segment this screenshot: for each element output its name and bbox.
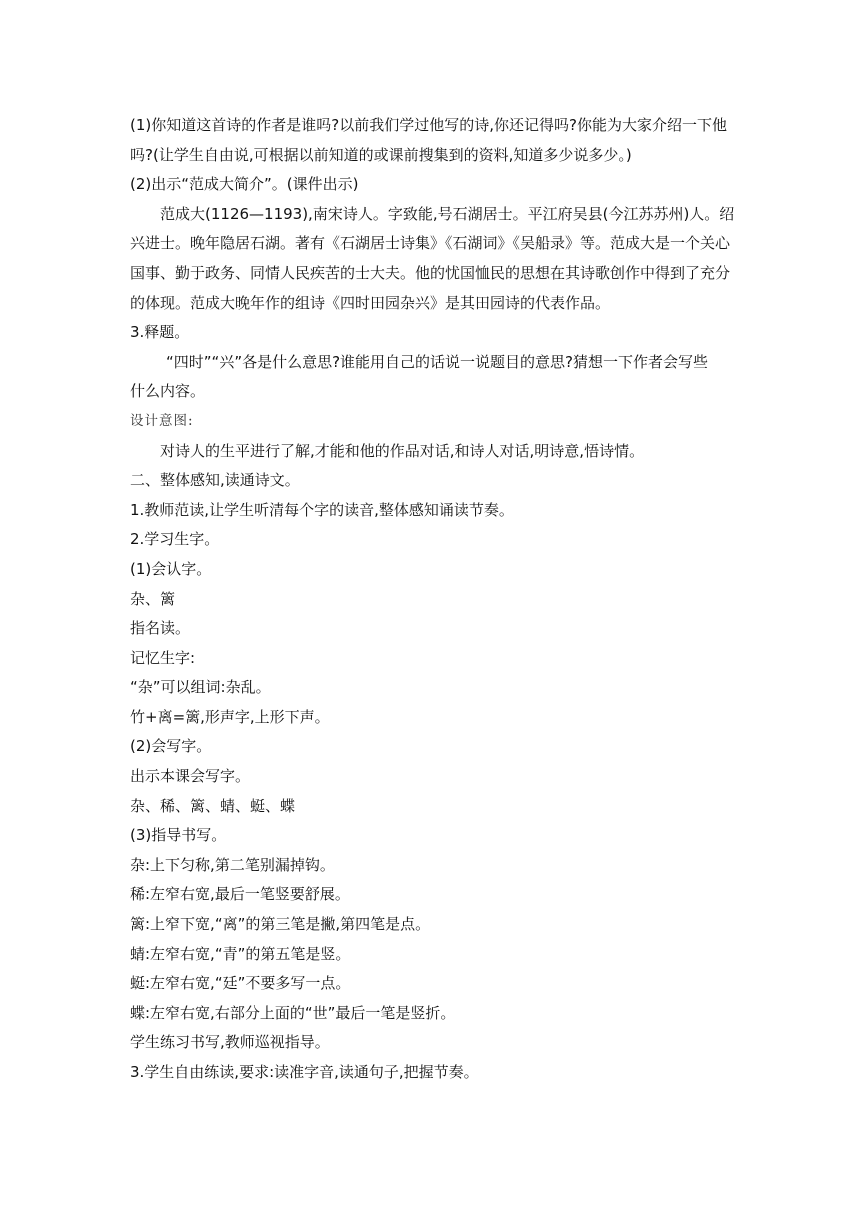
text-line: 蜻:左窄右宽,“青”的第五笔是竖。 [130,944,351,963]
text-line: 蝶:左窄右宽,右部分上面的“世”最后一笔是竖折。 [130,1003,456,1022]
text-line: 稀:左窄右宽,最后一笔竖要舒展。 [130,885,350,904]
text-line: 的体现。范成大晚年作的组诗《四时田园杂兴》是其田园诗的代表作品。 [130,293,611,312]
design-intent-label: 设计意图: [130,412,194,429]
text-line: 竹+离=篱,形声字,上形下声。 [130,707,330,726]
text-line: 2.学习生字。 [130,530,220,549]
text-line: (2)出示“范成大简介”。(课件出示) [130,175,359,194]
text-line: 什么内容。 [130,382,206,401]
text-line: 杂、稀、篱、蜻、蜓、蝶 [130,796,296,815]
text-line: 3.学生自由练读,要求:读准字音,读通句子,把握节奏。 [130,1063,479,1081]
text-line: 出示本课会写字。 [130,767,251,786]
text-line: (1)会认字。 [130,559,212,578]
text-line: 范成大(1126—1193),南宋诗人。字致能,号石湖居士。平江府吴县(今江苏苏州)人。绍 [160,204,735,223]
text-line: 兴进士。晚年隐居石湖。著有《石湖居士诗集》《石湖词》《吴船录》等。范成大是一个关心 [130,234,731,253]
text-line: 吗?(让学生自由说,可根据以前知道的或课前搜集到的资料,知道多少说多少。) [130,145,632,164]
text-line: 学生练习书写,教师巡视指导。 [130,1033,330,1052]
text-line: 指名读。 [130,619,191,638]
text-line: 记忆生字: [130,648,196,667]
text-line: (3)指导书写。 [130,826,227,845]
text-line: 1.教师范读,让学生听清每个字的读音,整体感知诵读节奏。 [130,500,514,519]
text-line: 杂:上下匀称,第二笔别漏掉钩。 [130,855,335,874]
text-line: 对诗人的生平进行了解,才能和他的作品对话,和诗人对话,明诗意,悟诗情。 [160,441,645,460]
document-body [130,111,735,1088]
text-line: “杂”可以组词:杂乱。 [130,678,271,697]
text-line: 蜓:左窄右宽,“廷”不要多写一点。 [130,974,351,993]
text-line: 杂、篱 [130,589,176,608]
text-line: 篱:上窄下宽,“离”的第三笔是撇,第四笔是点。 [130,915,431,934]
text-line: (1)你知道这首诗的作者是谁吗?以前我们学过他写的诗,你还记得吗?你能为大家介绍一下他 [130,116,727,134]
text-line: (2)会写字。 [130,737,212,756]
text-line: 二、整体感知,读通诗文。 [130,471,300,490]
text-line: 国事、勤于政务、同情人民疾苦的士大夫。他的忧国恤民的思想在其诗歌创作中得到了充分 [130,263,731,282]
text-line: 3.释题。 [130,323,190,342]
text-line: “四时”“兴”各是什么意思?谁能用自己的话说一说题目的意思?猜想一下作者会写些 [166,352,709,371]
